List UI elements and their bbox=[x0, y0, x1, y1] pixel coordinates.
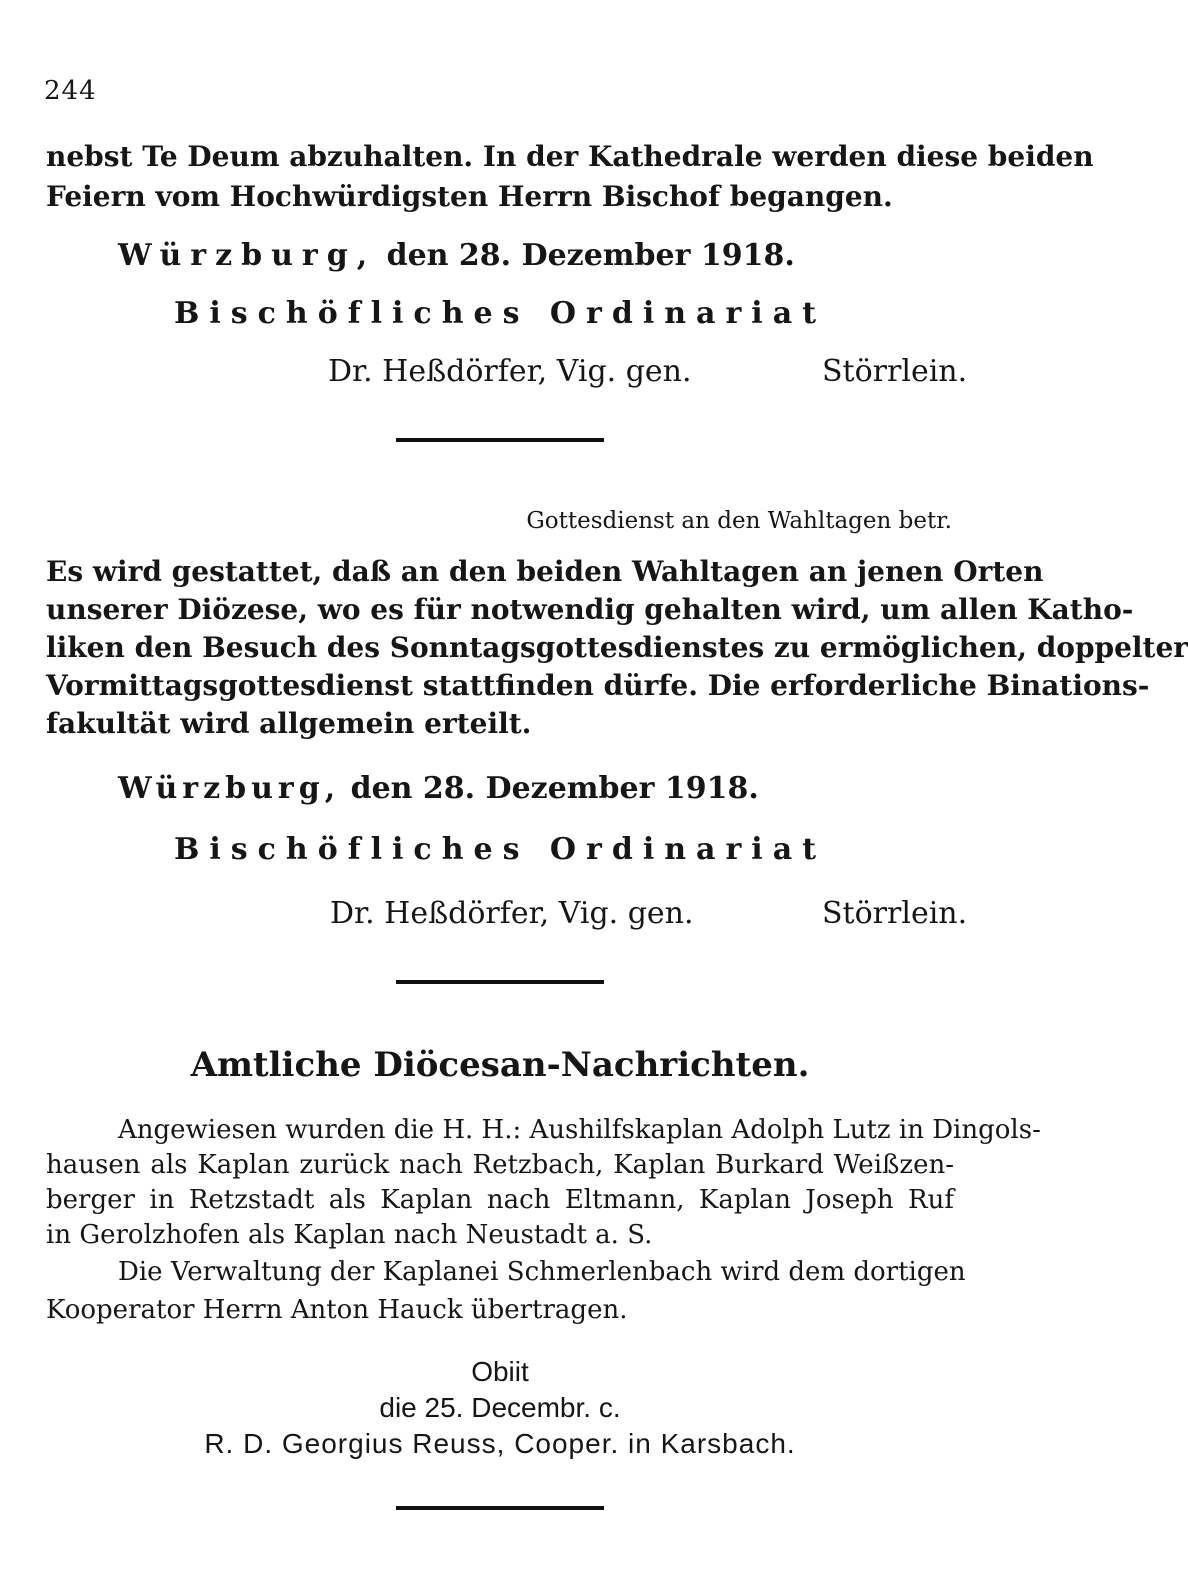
news-line-4: in Gerolzhofen als Kaplan nach Neustadt a. S. bbox=[46, 1220, 653, 1250]
section1-signer-right: Störrlein. bbox=[822, 354, 968, 389]
news-line-5: Die Verwaltung der Kaplanei Schmerlenbach wird dem dortigen bbox=[118, 1257, 966, 1287]
section1-ordinariat: Bischöfliches Ordinariat bbox=[174, 296, 826, 331]
date-text: den 28. Dezember 1918. bbox=[350, 771, 759, 806]
section3-heading: Amtliche Diöcesan-Nachrichten. bbox=[190, 1045, 810, 1085]
section1-line-2: Feiern vom Hochwürdigsten Herrn Bischof begangen. bbox=[46, 180, 893, 213]
obit-date: die 25. Decembr. c. bbox=[379, 1392, 621, 1423]
section2-line-2: unserer Diözese, wo es für notwendig gehalten wird, um allen Katho- bbox=[46, 593, 1134, 626]
section1-dateline bbox=[118, 238, 795, 273]
news-line-3: berger in Retzstadt als Kaplan nach Eltmann, Kaplan Joseph Ruf bbox=[46, 1185, 954, 1215]
section2-subject: Gottesdienst an den Wahltagen betr. bbox=[526, 508, 952, 534]
section1-line-1: nebst Te Deum abzuhalten. In der Kathedrale werden diese beiden bbox=[46, 140, 1094, 173]
divider-rule bbox=[396, 438, 604, 442]
section2-line-1: Es wird gestattet, daß an den beiden Wahltagen an jenen Orten bbox=[46, 555, 1044, 588]
news-line-1: Angewiesen wurden die H. H.: Aushilfskaplan Adolph Lutz in Dingols- bbox=[118, 1115, 1041, 1145]
obit-name: R. D. Georgius Reuss, Cooper. in Karsbach. bbox=[204, 1428, 796, 1459]
section2-signer-left: Dr. Heßdörfer, Vig. gen. bbox=[330, 896, 694, 931]
page-number: 244 bbox=[44, 76, 97, 106]
news-line-6: Kooperator Herrn Anton Hauck übertragen. bbox=[46, 1295, 628, 1325]
section1-signer-left: Dr. Heßdörfer, Vig. gen. bbox=[328, 354, 692, 389]
date-text: den 28. Dezember 1918. bbox=[386, 238, 795, 273]
section2-line-3: liken den Besuch des Sonntagsgottesdienstes zu ermöglichen, doppelter bbox=[46, 631, 1188, 664]
divider-rule bbox=[396, 980, 604, 984]
divider-rule bbox=[396, 1506, 604, 1510]
news-line-2: hausen als Kaplan zurück nach Retzbach, Kaplan Burkard Weißzen- bbox=[46, 1150, 954, 1180]
section2-signer-right: Störrlein. bbox=[822, 896, 968, 931]
section2-ordinariat: Bischöfliches Ordinariat bbox=[174, 832, 826, 867]
place-name: Würzburg, bbox=[118, 771, 341, 806]
section2-line-4: Vormittagsgottesdienst stattfinden dürfe. Die erforderliche Binations- bbox=[46, 669, 1150, 702]
section2-line-5: fakultät wird allgemein erteilt. bbox=[46, 707, 532, 740]
section2-dateline bbox=[118, 771, 759, 806]
place-name: Würzburg, bbox=[118, 238, 377, 273]
obit-title: Obiit bbox=[471, 1356, 529, 1387]
